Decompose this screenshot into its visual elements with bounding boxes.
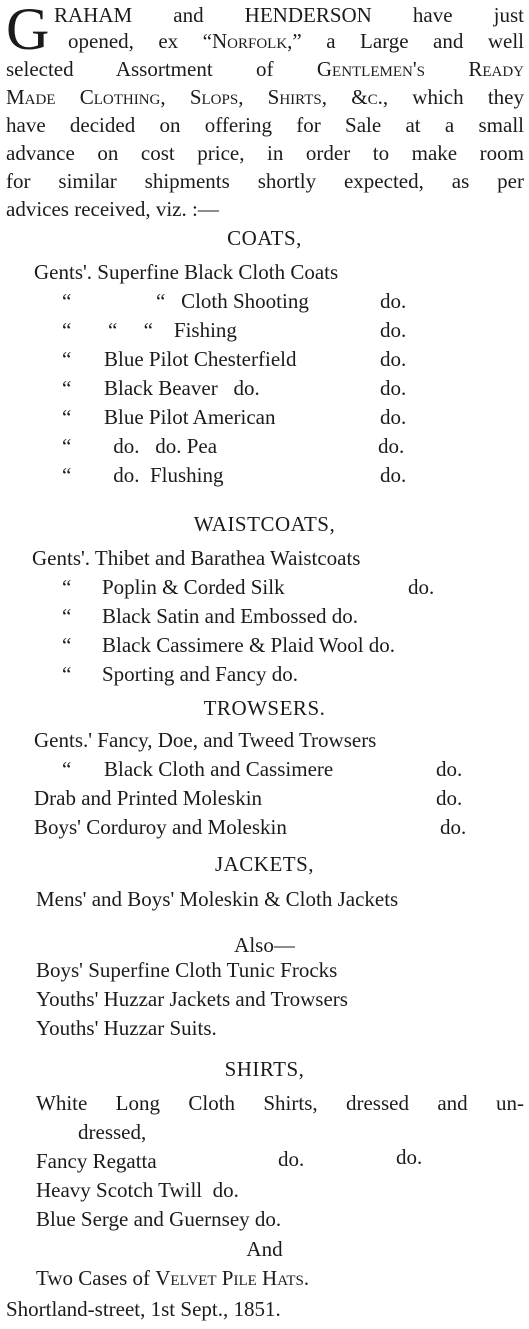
jackets-line: Youths' Huzzar Jackets and Trowsers — [36, 987, 348, 1011]
intro-line — [68, 28, 524, 54]
trowsers-heading: TROWSERS. — [203, 696, 326, 720]
intro-smallcaps: Made Clothing, Slops, Shirts, &c. — [6, 85, 383, 109]
shirts-line — [36, 1265, 309, 1291]
shirts-line: dressed, — [78, 1120, 147, 1144]
coats-item: do. do. Pea — [108, 434, 218, 458]
shirts-item: Fancy Regatta — [36, 1149, 157, 1173]
ditto-mark: “ — [62, 633, 72, 657]
intro-line: advance on cost price, in order to make room — [6, 141, 524, 165]
trowsers-item: Boys' Corduroy and Moleskin — [34, 815, 287, 839]
ditto-mark: “ — [62, 434, 72, 458]
waistcoats-line: Gents'. Thibet and Barathea Waistcoats — [32, 546, 361, 570]
trowsers-item: Drab and Printed Moleskin — [34, 786, 263, 810]
ditto-mark: “ — [62, 347, 72, 371]
jackets-heading: JACKETS, — [214, 852, 315, 876]
jackets-line: Youths' Huzzar Suits. — [36, 1016, 217, 1040]
ditto-do: do. — [380, 347, 407, 371]
ditto-do: do. — [440, 815, 467, 839]
ditto-do: do. — [380, 318, 407, 342]
trowsers-item: Black Cloth and Cassimere — [104, 757, 334, 781]
ditto-mark: “ — [62, 662, 72, 686]
coats-heading: COATS, — [227, 226, 302, 250]
intro-line: advices received, viz. :— — [6, 197, 219, 221]
ditto-do: do. — [436, 786, 463, 810]
ditto-mark: “ — [62, 757, 72, 781]
intro-text: ,” a Large and well — [287, 29, 524, 53]
shirts-line: White Long Cloth Shirts, dressed and un- — [36, 1091, 524, 1115]
waistcoats-heading: WAISTCOATS, — [193, 512, 336, 536]
also-line: Also— — [234, 933, 295, 957]
ditto-do: do. — [408, 575, 435, 599]
jackets-line: Mens' and Boys' Moleskin & Cloth Jackets — [36, 887, 399, 911]
ditto-do: do. — [436, 757, 463, 781]
coats-line: Gents'. Superfine Black Cloth Coats — [34, 260, 339, 284]
intro-line: have decided on offering for Sale at a small — [6, 113, 524, 137]
ditto-mark: “ — [62, 463, 72, 487]
jackets-line: Boys' Superfine Cloth Tunic Frocks — [36, 958, 338, 982]
intro-line: for similar shipments shortly expected, as per — [6, 169, 524, 193]
shirts-item: Blue Serge and Guernsey do. — [36, 1207, 282, 1231]
waistcoats-item: Poplin & Corded Silk — [102, 575, 285, 599]
coats-item: Black Beaver do. — [104, 376, 260, 400]
waistcoats-item: Black Cassimere & Plaid Wool do. — [102, 633, 396, 657]
shirts-heading: SHIRTS, — [224, 1057, 305, 1081]
waistcoats-item: Black Satin and Embossed do. — [102, 604, 359, 628]
ditto-do: do. — [380, 463, 407, 487]
waistcoats-item: Sporting and Fancy do. — [102, 662, 298, 686]
ditto-do: do. — [278, 1147, 305, 1171]
intro-line: RAHAM and HENDERSON have just — [54, 3, 524, 27]
ditto-do: do. — [380, 405, 407, 429]
intro-line — [6, 84, 524, 110]
intro-text: , which they — [382, 85, 524, 109]
intro-smallcaps: Gentlemen's Ready — [316, 57, 524, 81]
ditto-mark: “ — [62, 376, 72, 400]
ditto-do: do. — [380, 376, 407, 400]
and-line: And — [246, 1237, 283, 1261]
coats-item: “ Cloth Shooting — [156, 289, 309, 313]
intro-line — [6, 56, 524, 82]
trowsers-line: Gents.' Fancy, Doe, and Tweed Trowsers — [34, 728, 377, 752]
ditto-mark: “ — [62, 405, 72, 429]
coats-item: Blue Pilot Chesterfield — [104, 347, 297, 371]
coats-item: do. Flushing — [108, 463, 224, 487]
ditto-mark: “ — [62, 318, 72, 342]
shirts-text: Two Cases of — [36, 1266, 156, 1290]
ditto-do: do. — [396, 1145, 423, 1169]
ditto-mark: “ — [62, 575, 72, 599]
shirts-item: Heavy Scotch Twill do. — [36, 1178, 239, 1202]
ship-name: Norfolk — [211, 29, 288, 53]
coats-item: “ “ Fishing — [108, 318, 237, 342]
drop-cap: G — [6, 0, 50, 62]
intro-text: selected Assortment of — [6, 57, 317, 81]
coats-item: Blue Pilot American — [104, 405, 276, 429]
intro-text: opened, ex “ — [68, 29, 212, 53]
shirts-smallcaps: Velvet Pile Hats. — [155, 1266, 310, 1290]
ditto-mark: “ — [62, 289, 72, 313]
address-date: Shortland-street, 1st Sept., 1851. — [6, 1297, 281, 1321]
ditto-do: do. — [380, 289, 407, 313]
ditto-do: do. — [378, 434, 405, 458]
ditto-mark: “ — [62, 604, 72, 628]
